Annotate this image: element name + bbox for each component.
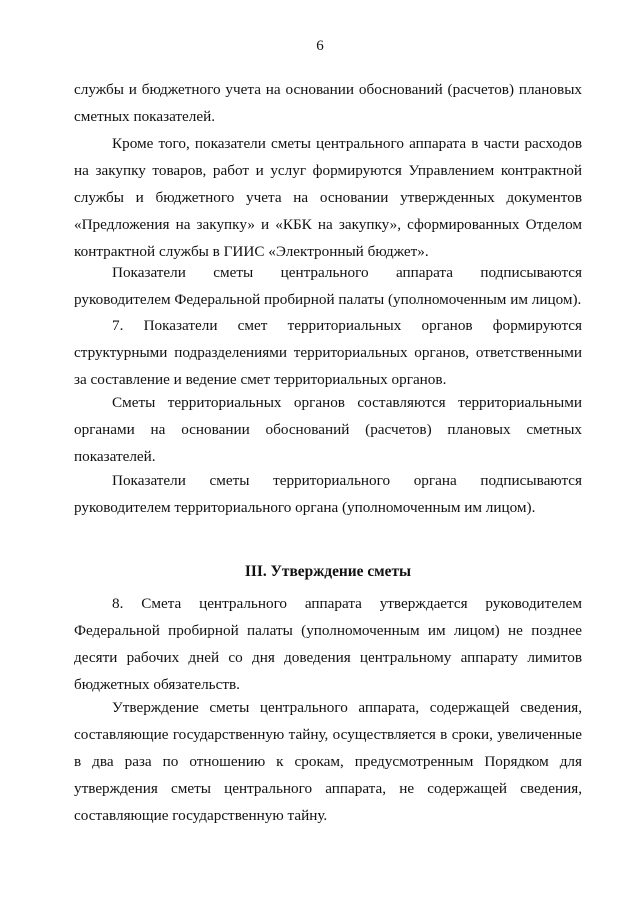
paragraph-block-3 bbox=[74, 259, 582, 313]
paragraph-block-6 bbox=[74, 467, 582, 521]
paragraph-block-8 bbox=[74, 694, 582, 829]
paragraph-block-2 bbox=[74, 130, 582, 265]
paragraph-block-4 bbox=[74, 312, 582, 393]
section-heading-block bbox=[74, 558, 582, 585]
paragraph-3: Показатели сметы центрального аппарата подписываются руководителем Федеральной пробирной палаты (уполномоченным им лицом). bbox=[74, 264, 582, 308]
paragraph-5: Сметы территориальных органов составляются территориальными органами на основании обоснований (расчетов) плановых сметных показателей. bbox=[74, 394, 582, 465]
paragraph-block-7 bbox=[74, 590, 582, 698]
page-number: 6 bbox=[316, 38, 324, 54]
paragraph-7: 8. Смета центрального аппарата утверждается руководителем Федеральной пробирной палаты (уполномоченным им лицом) не позднее десяти рабочих дней со дня доведения центральному аппарату лимитов бюджетных обязательств. bbox=[74, 595, 582, 693]
paragraph-8: Утверждение сметы центрального аппарата, содержащей сведения, составляющие государственную тайну, осуществляется в сроки, увеличенные в два раза по отношению к срокам, предусмотренным Порядком для утверждения сметы центрального аппарата, не содержащей сведения, составляющие государственную тайну. bbox=[74, 699, 582, 824]
paragraph-4: 7. Показатели смет территориальных органов формируются структурными подразделениями территориальных органов, ответственными за составление и ведение смет территориальных органов. bbox=[74, 317, 582, 388]
paragraph-block-5 bbox=[74, 389, 582, 470]
paragraph-1: службы и бюджетного учета на основании обоснований (расчетов) плановых сметных показателей. bbox=[74, 81, 582, 125]
paragraph-continuation bbox=[74, 76, 582, 130]
paragraph-2: Кроме того, показатели сметы центрального аппарата в части расходов на закупку товаров, работ и услуг формируются Управлением контрактной службы и бюджетного учета на основании утвержденных документов «Предложения на закупку» и «КБК на закупку», сформированных Отделом контрактной службы в ГИИС «Электронный бюджет». bbox=[74, 135, 582, 260]
section-heading: III. Утверждение сметы bbox=[244, 563, 412, 580]
paragraph-6: Показатели сметы территориального органа подписываются руководителем территориального органа (уполномоченным им лицом). bbox=[74, 472, 582, 516]
